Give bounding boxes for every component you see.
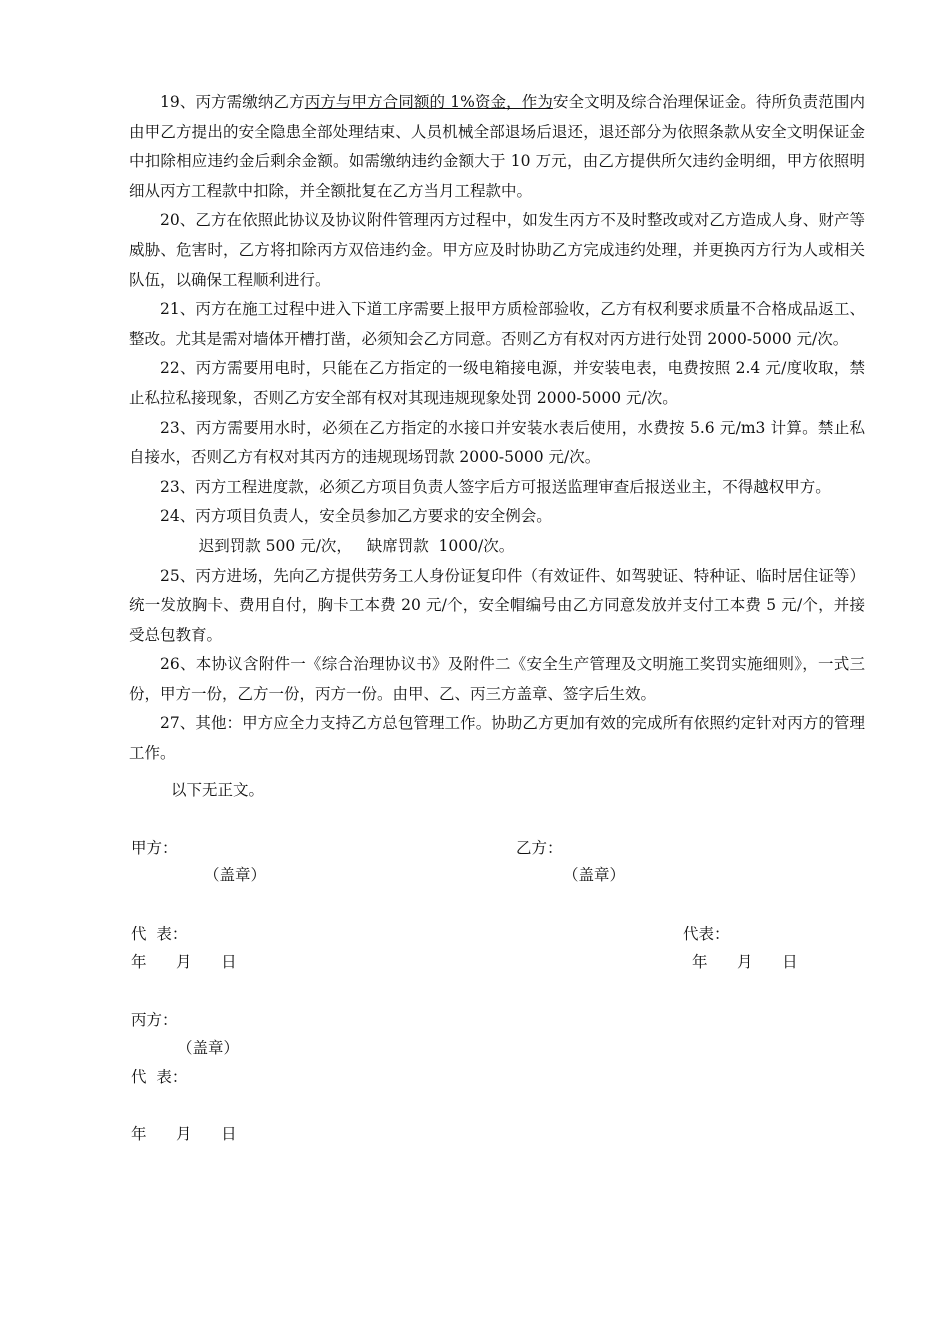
party-b-seal: （盖章） xyxy=(563,866,626,884)
clause-20: 20、乙方在依照此协议及协议附件管理丙方过程中，如发生丙方不及时整改或对乙方造成人身、财产等威胁、危害时，乙方将扣除丙方双倍违约金。甲方应及时协助乙方完成违约处理，并更换丙方行为人或相关队伍，以确保工程顺利进行。 xyxy=(129,211,865,289)
party-c-representative: 代 表： xyxy=(131,1068,188,1086)
party-b-date: 年 月 日 xyxy=(692,953,798,971)
party-a-representative: 代 表： xyxy=(131,925,188,943)
end-of-text-note: 以下无正文。 xyxy=(171,781,265,799)
party-a-label: 甲方： xyxy=(131,839,178,857)
party-a-date: 年 月 日 xyxy=(131,953,237,971)
underlined-text: 丙方与甲方合同额的 1%资金，作为 xyxy=(304,93,553,111)
clause-21: 21、丙方在施工过程中进入下道工序需要上报甲方质检部验收，乙方有权利要求质量不合格成品返工、整改。尤其是需对墙体开槽打凿，必须知会乙方同意。否则乙方有权对丙方进行处罚 2000-5000 元/次。 xyxy=(129,300,865,348)
party-a-seal: （盖章） xyxy=(204,866,267,884)
party-c-date: 年 月 日 xyxy=(131,1125,237,1143)
clause-26: 26、本协议含附件一《综合治理协议书》及附件二《安全生产管理及文明施工奖罚实施细则》，一式三份，甲方一份，乙方一份，丙方一份。由甲、乙、丙三方盖章、签字后生效。 xyxy=(129,655,865,703)
clause-22: 22、丙方需要用电时，只能在乙方指定的一级电箱接电源，并安装电表，电费按照 2.4 元/度收取，禁止私拉私接现象，否则乙方安全部有权对其现违规现象处罚 2000-5000 元/次。 xyxy=(129,359,865,407)
clause-25: 25、丙方进场，先向乙方提供劳务工人身份证复印件（有效证件、如驾驶证、特种证、临时居住证等）统一发放胸卡、费用自付，胸卡工本费 20 元/个，安全帽编号由乙方同意发放并支付工本费 5 元/个，并接受总包教育。 xyxy=(129,566,865,644)
party-c-label: 丙方： xyxy=(131,1011,178,1029)
clause-24-fines: 迟到罚款 500 元/次， 缺席罚款 1000/次。 xyxy=(198,536,515,555)
party-c-seal: （盖章） xyxy=(177,1039,240,1057)
clause-19: 19、丙方需缴纳乙方丙方与甲方合同额的 1%资金，作为安全文明及综合治理保证金。待所负责范围内由甲乙方提出的安全隐患全部处理结束、人员机械全部退场后退还，退还部分为依照条款从安全文明保证金中扣除相应违约金后剩余金额。如需缴纳违约金额大于 10 万元，由乙方提供所欠违约金明细，甲方依照明细从丙方工程款中扣除，并全额批复在乙方当月工程款中。 xyxy=(129,93,865,200)
agreement-clauses xyxy=(129,88,865,769)
party-b-label: 乙方： xyxy=(516,839,563,857)
clause-23-progress-payment: 23、丙方工程进度款，必须乙方项目负责人签字后方可报送监理审查后报送业主，不得越权甲方。 xyxy=(160,477,831,496)
clause-23-water: 23、丙方需要用水时，必须在乙方指定的水接口并安装水表后使用，水费按 5.6 元/m3 计算。禁止私自接水，否则乙方有权对其丙方的违规现场罚款 2000-5000 元/次。 xyxy=(129,418,865,467)
clause-24: 24、丙方项目负责人，安全员参加乙方要求的安全例会。 xyxy=(160,507,552,526)
clause-27: 27、其他：甲方应全力支持乙方总包管理工作。协助乙方更加有效的完成所有依照约定针对丙方的管理工作。 xyxy=(129,714,865,763)
party-b-representative: 代表： xyxy=(683,925,730,943)
